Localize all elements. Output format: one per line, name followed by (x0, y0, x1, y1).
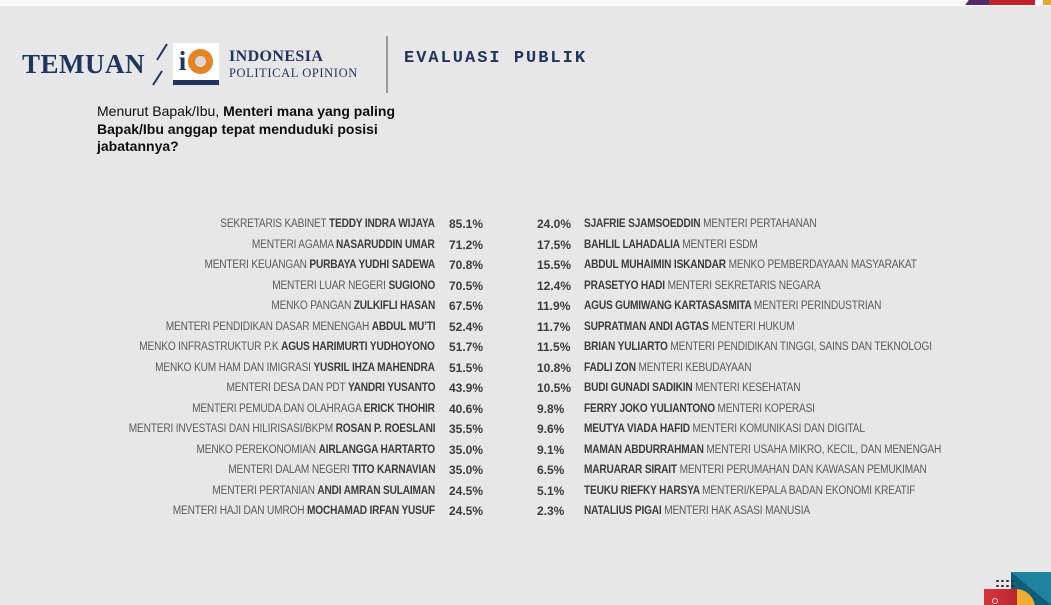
question-lead: Menurut Bapak/Ibu, (97, 103, 224, 119)
result-value: 6.5% (537, 463, 565, 478)
minister-position: SEKRETARIS KABINET (220, 218, 330, 231)
result-value: 9.6% (537, 422, 565, 437)
minister-position: MENTERI DESA DAN PDT (226, 382, 348, 395)
minister-name: NASARUDDIN UMAR (336, 238, 435, 251)
minister-position: MENTERI USAHA MIKRO, KECIL, DAN MENENGAH (706, 443, 942, 456)
result-row (100, 440, 489, 461)
minister-label (197, 444, 435, 456)
result-row (100, 235, 489, 256)
result-value: 9.8% (537, 401, 565, 416)
result-value: 24.0% (537, 217, 572, 232)
result-value: 71.2% (449, 237, 484, 252)
brand-logo (22, 36, 358, 92)
brand-name-line2: POLITICAL OPINION (229, 65, 358, 80)
result-value: 10.5% (537, 381, 572, 396)
minister-position: MENKO PEMBERDAYAAN MASYARAKAT (728, 259, 917, 272)
minister-label (584, 239, 758, 251)
minister-position: MENTERI PENDIDIKAN DASAR MENENGAH (165, 320, 372, 333)
result-value: 15.5% (537, 258, 572, 273)
result-row (537, 276, 1007, 297)
minister-label (173, 505, 435, 517)
result-value: 51.7% (449, 340, 484, 355)
minister-name: PURBAYA YUDHI SADEWA (309, 259, 435, 272)
minister-position: MENTERI PENDIDIKAN TINGGI, SAINS DAN TEKNOLOGI (670, 341, 932, 354)
minister-name: SUPRATMAN ANDI AGTAS (584, 320, 712, 333)
minister-position: MENTERI ESDM (682, 238, 758, 251)
minister-name: YANDRI YUSANTO (347, 382, 435, 395)
result-value: 11.9% (537, 299, 571, 314)
result-row (537, 358, 1007, 379)
result-row (100, 214, 489, 235)
result-value: 67.5% (449, 299, 484, 314)
result-row (100, 399, 489, 420)
minister-label (271, 300, 435, 312)
minister-position: MENTERI INVESTASI DAN HILIRISASI/BKPM (128, 423, 336, 436)
result-row (537, 296, 1007, 317)
ipo-logo-o-ring-icon (188, 49, 213, 74)
minister-position: MENTERI KEUANGAN (204, 259, 310, 272)
minister-name: SUGIONO (388, 279, 435, 292)
minister-position: MENTERI HAK ASASI MANUSIA (664, 505, 810, 518)
top-strip (0, 0, 1051, 6)
result-value: 85.1% (449, 217, 484, 232)
minister-name: TITO KARNAVIAN (351, 464, 435, 477)
minister-position: MENTERI KOMUNIKASI DAN DIGITAL (692, 423, 865, 436)
result-row (100, 419, 489, 440)
minister-name: SJAFRIE SJAMSOEDDIN (584, 218, 704, 231)
minister-position: MENTERI AGAMA (252, 238, 337, 251)
result-value: 70.8% (449, 258, 484, 273)
result-value: 43.9% (449, 381, 484, 396)
minister-name: AIRLANGGA HARTARTO (318, 443, 435, 456)
top-right-decor (951, 0, 1051, 6)
minister-label (204, 259, 435, 271)
minister-name: BUDI GUNADI SADIKIN (584, 382, 696, 395)
minister-label (584, 423, 865, 435)
result-row (100, 296, 489, 317)
minister-label (584, 280, 820, 292)
minister-name: AGUS HARIMURTI YUDHOYONO (281, 341, 435, 354)
minister-label (220, 218, 435, 230)
minister-position: MENTERI PERINDUSTRIAN (753, 300, 882, 313)
result-row (537, 378, 1007, 399)
result-value: 17.5% (537, 237, 572, 252)
result-row (100, 460, 489, 481)
result-value: 12.4% (537, 278, 572, 293)
minister-position: MENTERI/KEPALA BADAN EKONOMI KREATIF (702, 484, 916, 497)
result-value: 35.0% (449, 442, 484, 457)
result-row (537, 214, 1007, 235)
result-value: 52.4% (449, 319, 484, 334)
decor-red-shape (989, 0, 1035, 5)
minister-label (584, 341, 932, 353)
decor-white-ring (992, 598, 998, 604)
minister-position: MENKO PEREKONOMIAN (196, 443, 319, 456)
result-row (100, 358, 489, 379)
minister-label (252, 239, 435, 251)
result-value: 5.1% (537, 483, 565, 498)
question-bold: Menteri mana yang paling Bapak/Ibu anggap tepat menduduki posisi jabatannya? (97, 103, 396, 154)
minister-position: MENTERI PERTAHANAN (703, 218, 817, 231)
minister-position: MENTERI HUKUM (711, 320, 795, 333)
slash-marks-icon (151, 41, 169, 87)
result-row (100, 337, 489, 358)
result-value: 35.0% (449, 463, 484, 478)
result-value: 10.8% (537, 360, 572, 375)
minister-position: MENTERI LUAR NEGERI (272, 279, 389, 292)
minister-position: MENKO PANGAN (271, 300, 354, 313)
result-row (537, 235, 1007, 256)
minister-label (584, 403, 815, 415)
result-value: 9.1% (537, 442, 565, 457)
result-row (100, 501, 489, 522)
minister-name: ABDUL MU’TI (371, 320, 435, 333)
minister-name: YUSRIL IHZA MAHENDRA (313, 361, 435, 374)
result-row (537, 419, 1007, 440)
minister-label (584, 321, 794, 333)
decor-red-square (984, 589, 1017, 605)
minister-position: MENTERI KEBUDAYAAN (638, 361, 752, 374)
minister-name: ZULKIFLI HASAN (353, 300, 435, 313)
minister-label (228, 464, 435, 476)
minister-position: MENTERI SEKRETARIS NEGARA (667, 279, 821, 292)
ipo-logo-i: i (178, 46, 187, 76)
result-row (537, 501, 1007, 522)
result-row (100, 317, 489, 338)
result-value: 40.6% (449, 401, 484, 416)
minister-label (192, 403, 435, 415)
minister-position: MENTERI PERUMAHAN DAN KAWASAN PEMUKIMAN (679, 464, 927, 477)
result-value: 51.5% (449, 360, 484, 375)
brand-text (229, 48, 358, 81)
minister-position: MENTERI KOPERASI (717, 402, 815, 415)
minister-name: TEDDY INDRA WIJAYA (329, 218, 435, 231)
minister-name: ABDUL MUHAIMIN ISKANDAR (584, 259, 729, 272)
temuan-wordmark: TEMUAN (22, 48, 145, 79)
result-row (537, 317, 1007, 338)
minister-position: MENTERI HAJI DAN UMROH (172, 505, 308, 518)
minister-label (584, 382, 800, 394)
result-row (537, 399, 1007, 420)
survey-question (97, 103, 435, 156)
minister-position: MENKO INFRASTRUKTUR P.K (139, 341, 282, 354)
result-row (537, 481, 1007, 502)
minister-name: MAMAN ABDURRAHMAN (584, 443, 707, 456)
result-value: 35.5% (449, 422, 484, 437)
minister-label (584, 505, 810, 517)
minister-name: BRIAN YULIARTO (584, 341, 671, 354)
minister-label (584, 485, 915, 497)
result-value: 24.5% (449, 483, 484, 498)
minister-label (584, 300, 881, 312)
brand-name-line1: INDONESIA (229, 47, 324, 65)
minister-name: AGUS GUMIWANG KARTASASMITA (584, 300, 754, 313)
ipo-logo-icon (173, 43, 219, 85)
minister-name: ROSAN P. ROESLANI (335, 423, 435, 436)
minister-label (155, 362, 435, 374)
minister-label (584, 464, 927, 476)
minister-name: MARUARAR SIRAIT (584, 464, 680, 477)
result-row (537, 460, 1007, 481)
result-row (537, 440, 1007, 461)
minister-name: BAHLIL LAHADALIA (584, 238, 683, 251)
result-row (100, 481, 489, 502)
minister-name: FADLI ZON (584, 361, 639, 374)
result-row (100, 378, 489, 399)
minister-position: MENTERI DALAM NEGERI (227, 464, 352, 477)
result-row (537, 255, 1007, 276)
minister-position: MENTERI KESEHATAN (695, 382, 801, 395)
result-value: 2.3% (537, 504, 565, 519)
result-value: 11.5% (537, 340, 571, 355)
minister-label (140, 341, 435, 353)
minister-label (226, 382, 435, 394)
minister-name: ANDI AMRAN SULAIMAN (317, 484, 435, 497)
minister-name: MEUTYA VIADA HAFID (584, 423, 693, 436)
result-row (100, 276, 489, 297)
minister-name: FERRY JOKO YULIANTONO (584, 402, 718, 415)
result-value: 70.5% (449, 278, 484, 293)
minister-label (272, 280, 435, 292)
minister-position: MENTERI PEMUDA DAN OLAHRAGA (192, 402, 365, 415)
decor-yellow-shape (1043, 0, 1051, 5)
minister-label (212, 485, 435, 497)
minister-name: MOCHAMAD IRFAN YUSUF (307, 505, 435, 518)
decor-dots-pattern (996, 580, 1013, 588)
minister-name: PRASETYO HADI (584, 279, 668, 292)
results-right-column (537, 214, 1007, 522)
result-row (100, 255, 489, 276)
bottom-right-decor (956, 555, 1051, 605)
page-title: EVALUASI PUBLIK (404, 49, 588, 68)
minister-label (584, 444, 941, 456)
results-left-column (100, 214, 489, 522)
minister-position: MENKO KUM HAM DAN IMIGRASI (155, 361, 314, 374)
minister-label (584, 362, 751, 374)
minister-label (128, 423, 435, 435)
minister-position: MENTERI PERTANIAN (212, 484, 318, 497)
minister-name: ERICK THOHIR (364, 402, 435, 415)
result-row (537, 337, 1007, 358)
minister-name: TEUKU RIEFKY HARSYA (584, 484, 703, 497)
minister-label (584, 259, 917, 271)
header-divider (386, 36, 388, 93)
minister-name: NATALIUS PIGAI (584, 505, 665, 518)
minister-label (165, 321, 435, 333)
minister-label (584, 218, 816, 230)
result-value: 24.5% (449, 504, 484, 519)
result-value: 11.7% (537, 319, 571, 334)
